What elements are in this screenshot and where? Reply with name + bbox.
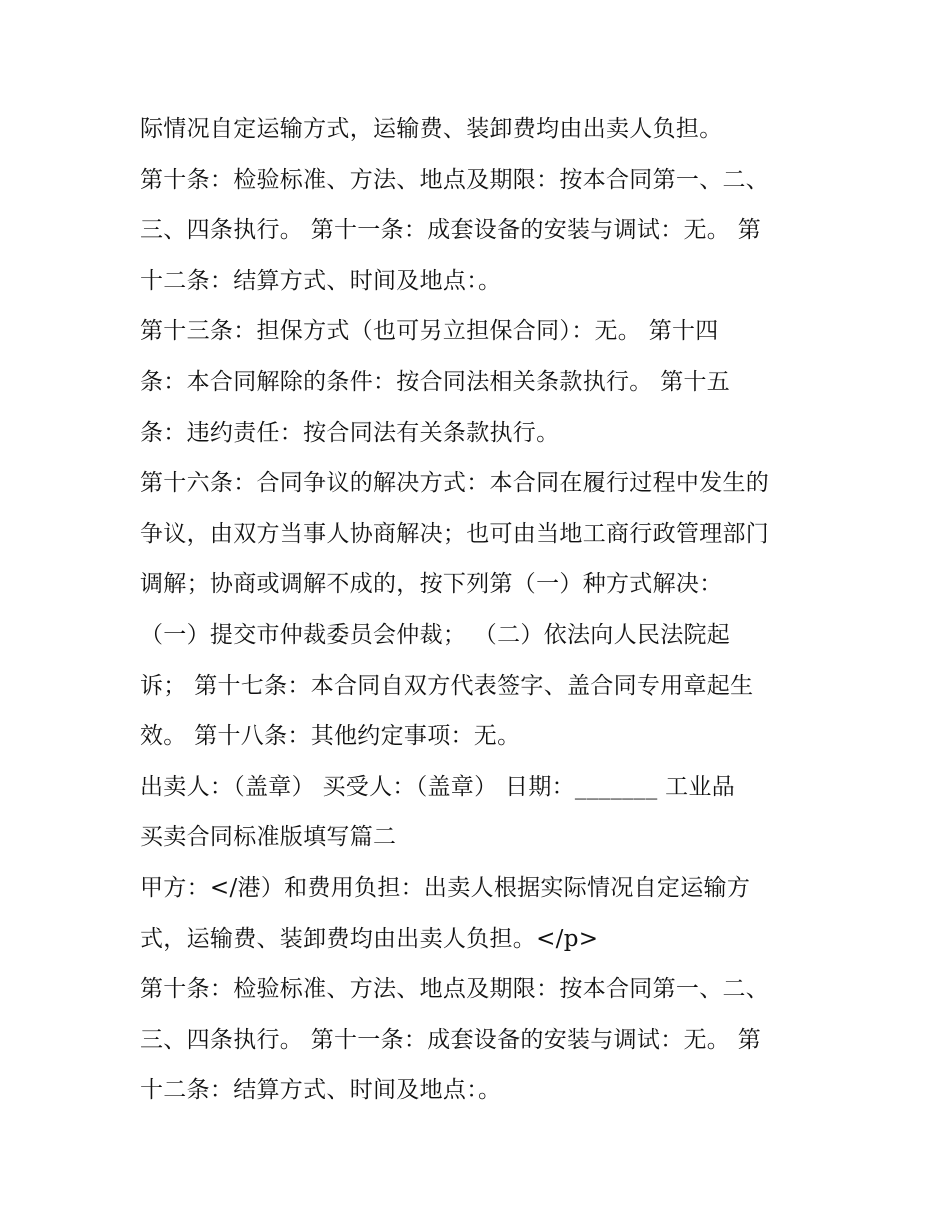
text-line: 条：违约责任：按合同法有关条款执行。 [140,419,560,446]
text-line: 第十条：检验标准、方法、地点及期限：按本合同第一、二、 [140,976,770,1003]
text-line: 十二条：结算方式、时间及地点：。 [140,267,502,294]
text-line: 第十六条：合同争议的解决方式：本合同在履行过程中发生的 [140,470,770,497]
text-line: 式，运输费、装卸费均由出卖人负担。</p> [140,925,599,952]
text-line: 甲方：</港）和费用负担：出卖人根据实际情况自定运输方 [140,874,751,901]
text-line: 诉； 第十七条：本合同自双方代表签字、盖合同专用章起生 [140,672,754,699]
text-line: 第十条：检验标准、方法、地点及期限：按本合同第一、二、 [140,166,770,193]
section-title: 买卖合同标准版填写篇二 [140,824,397,851]
text-line: 效。 第十八条：其他约定事项：无。 [140,723,521,750]
text-line: 三、四条执行。 第十一条：成套设备的安装与调试：无。 第 [140,217,762,244]
text-line: 争议，由双方当事人协商解决；也可由当地工商行政管理部门 [140,520,770,547]
text-line: 调解；协商或调解不成的，按下列第（一）种方式解决： [140,571,723,598]
text-line: 第十三条：担保方式（也可另立担保合同）：无。 第十四 [140,318,719,345]
text-line: 三、四条执行。 第十一条：成套设备的安装与调试：无。 第 [140,1026,762,1053]
text-line: 条：本合同解除的条件：按合同法相关条款执行。 第十五 [140,368,731,395]
text-line: （一）提交市仲裁委员会仲裁； （二）依法向人民法院起 [140,621,731,648]
contract-text [140,104,820,1116]
signature-line: 出卖人：（盖章） 买受人：（盖章） 日期：_______ 工业品 [140,773,736,800]
text-line: 十二条：结算方式、时间及地点：。 [140,1077,502,1104]
text-line: 际情况自定运输方式，运输费、装卸费均由出卖人负担。 [140,116,723,142]
